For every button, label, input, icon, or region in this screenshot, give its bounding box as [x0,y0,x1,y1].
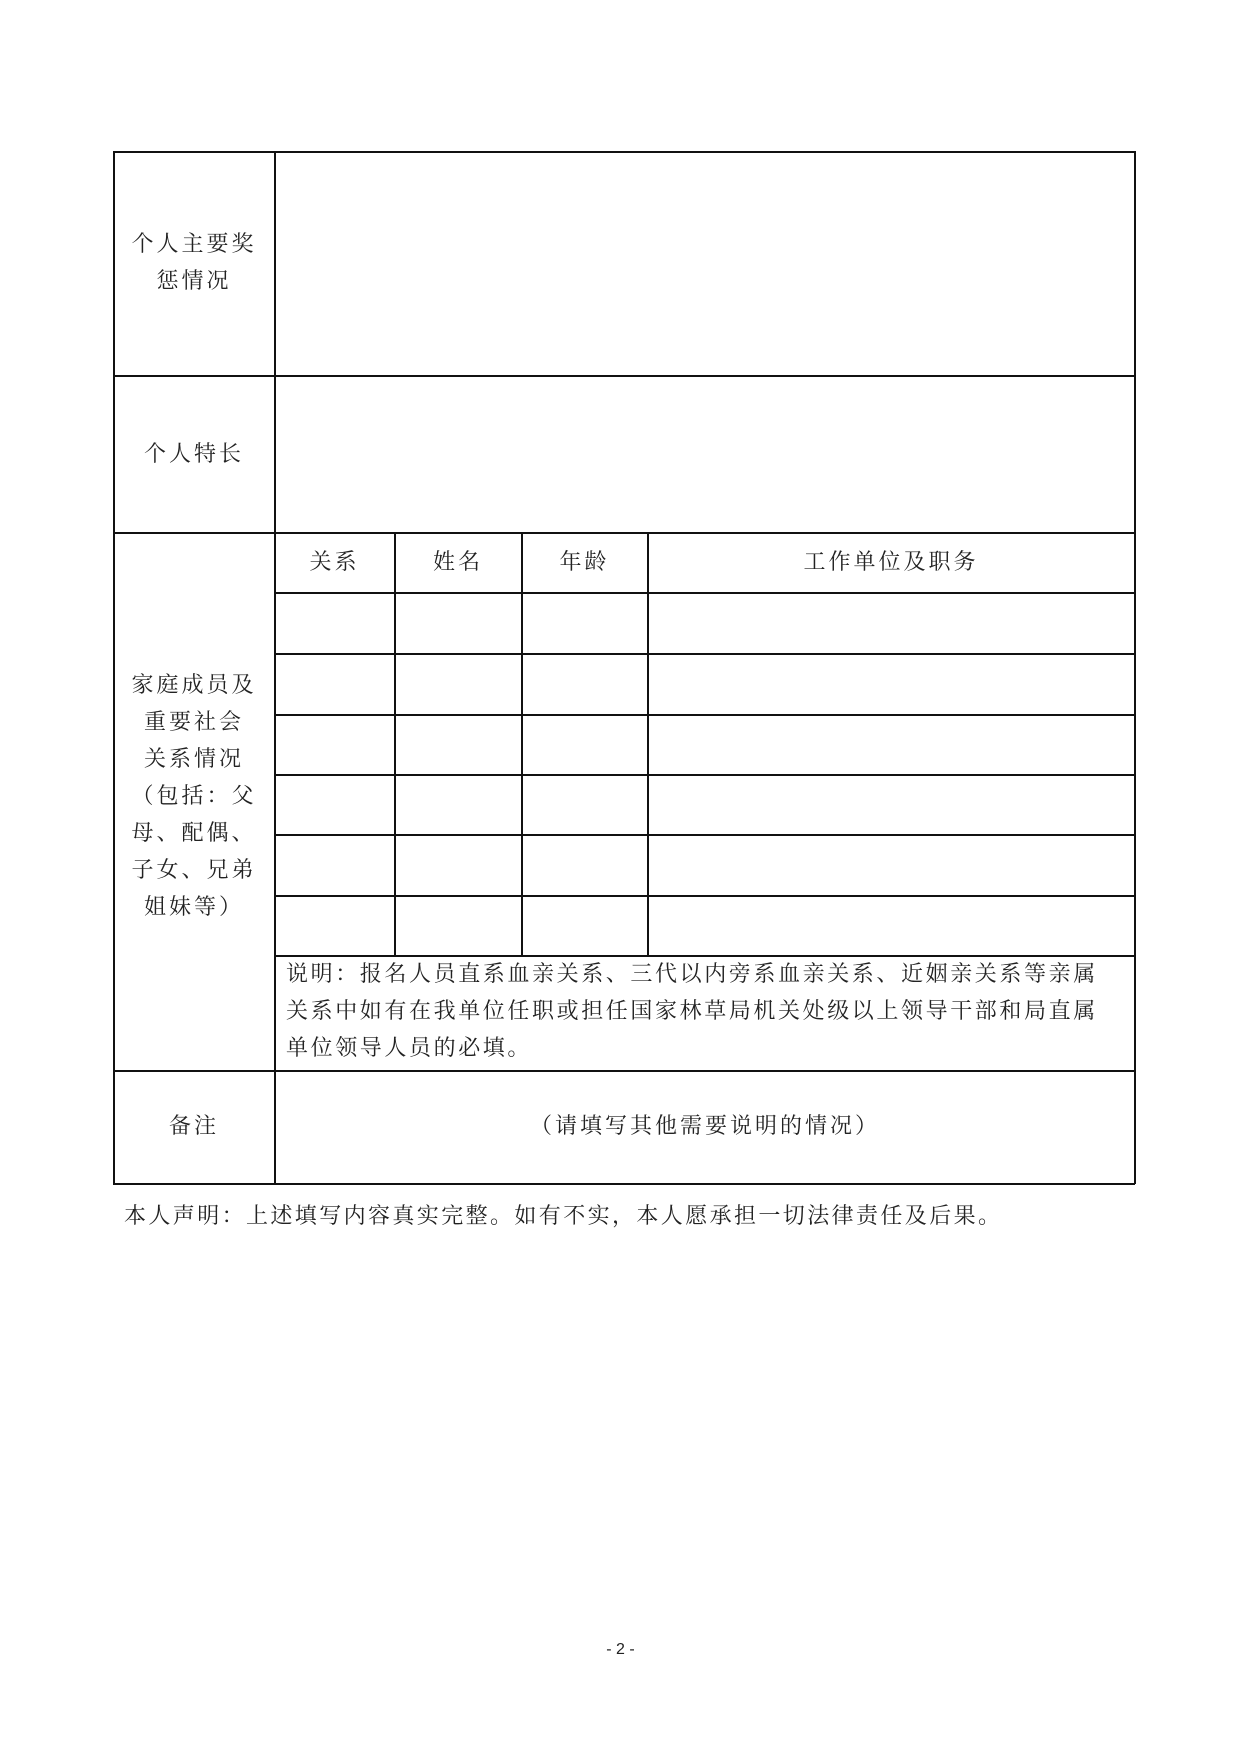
column-divider [394,532,396,955]
family-label [114,667,274,926]
awards-label-line: 个人主要奖 [131,232,257,257]
page-number: - 2 - [606,1641,635,1658]
family-note [286,956,1126,1067]
row-divider [113,1070,1135,1072]
header-relation: 关系 [309,550,360,575]
row-divider [274,774,1135,776]
row-divider [274,895,1135,897]
family-label-line: 关系情况 [143,747,244,772]
family-label-line: 重要社会 [143,710,244,735]
column-divider [647,532,649,955]
header-name: 姓名 [432,550,483,575]
family-label-line: 子女、兄弟 [131,858,257,883]
row-divider [113,532,1135,534]
header-age: 年龄 [559,550,610,575]
remarks-field[interactable]: （请填写其他需要说明的情况） [529,1114,880,1139]
row-divider [274,653,1135,655]
awards-field[interactable] [276,152,1134,375]
note-line: 关系中如有在我单位任职或担任国家林草局机关处级以上领导干部和局直属 [286,999,1098,1024]
table-border-bottom [113,1183,1135,1185]
family-label-line: 姐妹等） [143,895,244,920]
column-divider [521,532,523,955]
row-divider [274,714,1135,716]
awards-label-line: 惩情况 [156,269,232,294]
row-divider [274,834,1135,836]
specialty-field[interactable] [276,377,1134,532]
note-line: 说明：报名人员直系血亲关系、三代以内旁系血亲关系、近姻亲关系等亲属 [286,962,1098,987]
family-label-line: （包括：父 [131,784,257,809]
declaration: 本人声明：上述填写内容真实完整。如有不实，本人愿承担一切法律责任及后果。 [124,1204,1003,1229]
row-divider [274,592,1135,594]
note-line: 单位领导人员的必填。 [286,1036,533,1061]
awards-label [114,226,274,300]
specialty-label: 个人特长 [143,442,244,467]
family-label-line: 家庭成员及 [131,673,257,698]
header-employer-position: 工作单位及职务 [803,550,979,575]
table-border-right [1134,151,1136,1184]
remarks-label: 备注 [168,1114,219,1139]
family-label-line: 母、配偶、 [131,821,257,846]
